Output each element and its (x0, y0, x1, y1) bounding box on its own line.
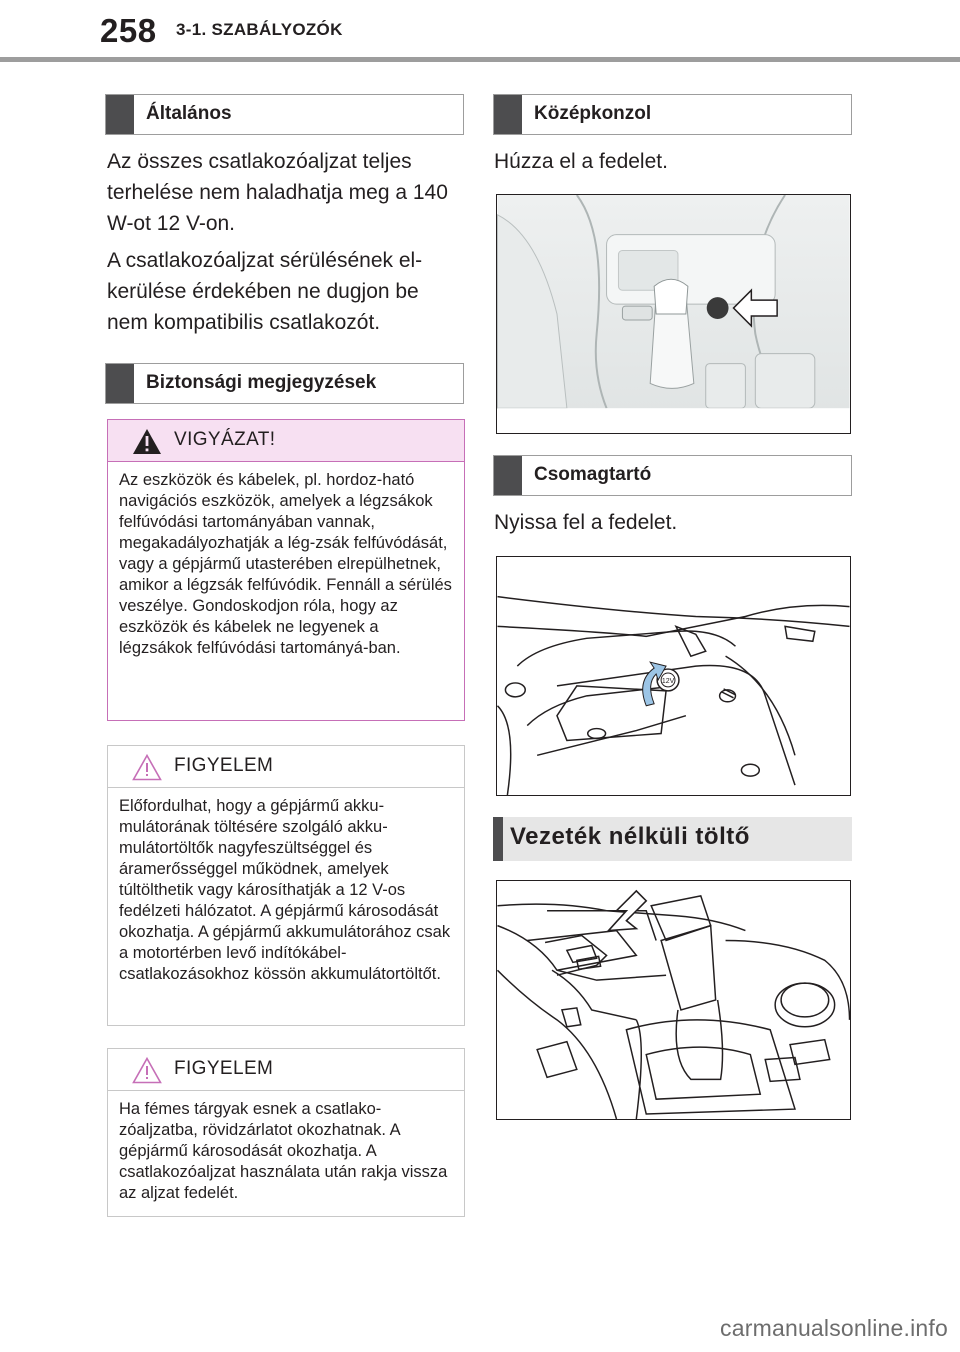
wireless-charger-illustration (497, 881, 850, 1119)
section-heading-label: Általános (146, 103, 232, 124)
luggage-figure (496, 556, 851, 796)
luggage-socket-illustration (497, 557, 850, 795)
section-heading-label: Középkonzol (534, 103, 652, 124)
caution-triangle-icon (132, 754, 162, 781)
notice-box-2 (107, 1048, 465, 1217)
notice-title: FIGYELEM (174, 755, 274, 776)
warning-box (107, 419, 465, 721)
notice-title: FIGYELEM (174, 1058, 274, 1079)
center-console-illustration (497, 195, 850, 433)
section-heading-luggage (493, 455, 852, 496)
warning-triangle-icon (132, 428, 162, 455)
section-heading-label: Vezeték nélküli töltő (510, 823, 750, 850)
header-rule (0, 57, 960, 62)
general-paragraph-1: Az összes csatlakozóaljzat teljes terhelése nem haladhatja meg a 140 W-ot 12 V-on. (107, 150, 448, 235)
general-paragraph-2: A csatlakozóaljzat sérülésének el-kerülése érdekében ne dugjon be nem kompatibilis csatlakozót. (107, 249, 423, 334)
section-heading-label: Biztonsági megjegyzések (146, 372, 377, 393)
general-text (107, 146, 462, 344)
socket-label: 12V (661, 677, 675, 685)
heading-bar (494, 456, 522, 495)
heading-bar (493, 817, 503, 861)
notice-box-1 (107, 745, 465, 1026)
section-heading-wireless (493, 817, 852, 861)
warning-text: Az eszközök és kábelek, pl. hordoz-ható navigációs eszközök, amelyek a légzsákok felfúvódási tartományában vannak, megakadályozhatják a lég-zsák felfúvódását, vagy a gépjármű utasterében elrepülhetnek, amikor a légzsák felfúvódik. Fennáll a sérülés veszélye. Gondoskodjon róla, hogy az eszközök és kábelek ne legyenek a légzsákok felfúvódási tartományá-ban. (119, 471, 452, 657)
notice-text: Előfordulhat, hogy a gépjármű akku-mulátorának töltésére szolgáló akku-mulátortöltők nagyfeszültséggel és áramerősséggel működnek, amelyek túltölthetik vagy károsíthatják a 12 V-os fedélzeti hálózatot. A gépjármű károsodását okozhatja. A gépjármű akkumulátorához csak a motortérben levő indítókábel-csatlakozásokhoz kössön akkumulátortöltőt. (119, 797, 451, 983)
warning-title: VIGYÁZAT! (174, 429, 276, 450)
section-heading-center-console (493, 94, 852, 135)
section-heading-label: Csomagtartó (534, 464, 652, 485)
caution-triangle-icon (132, 1057, 162, 1084)
center-console-figure (496, 194, 851, 434)
heading-bar (494, 95, 522, 134)
luggage-text: Nyissa fel a fedelet. (494, 511, 678, 534)
notice-box-header (108, 746, 464, 788)
section-heading-general (105, 94, 464, 135)
notice-text: Ha fémes tárgyak esnek a csatlako-zóaljzatba, rövidzárlatot okozhatnak. A gépjármű károsodását okozhatja. A csatlakozóaljzat használata után rakja vissza az aljzat fedelét. (119, 1100, 448, 1202)
wireless-charger-figure (496, 880, 851, 1120)
center-console-text: Húzza el a fedelet. (494, 150, 668, 173)
heading-bar (106, 364, 134, 403)
heading-bar (106, 95, 134, 134)
chapter-title: 3-1. SZABÁLYOZÓK (176, 20, 343, 39)
warning-box-header (108, 420, 464, 462)
section-heading-safety (105, 363, 464, 404)
notice-box-header (108, 1049, 464, 1091)
watermark: carmanualsonline.info (720, 1315, 948, 1341)
page-number: 258 (100, 12, 157, 49)
